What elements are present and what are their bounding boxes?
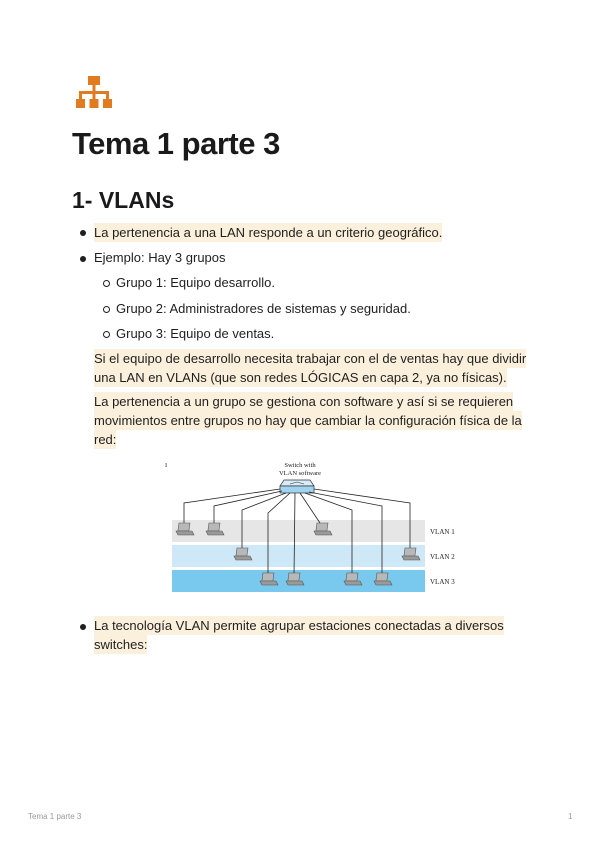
page-title: Tema 1 parte 3 <box>72 126 280 161</box>
paragraph-line: una LAN en VLANs (que son redes LÓGICAS en capa 2, ya no físicas). <box>94 370 507 385</box>
sub-bullet-text: Grupo 2: Administradores de sistemas y seguridad. <box>116 301 411 316</box>
vlan2-label: VLAN 2 <box>430 553 455 561</box>
sub-bullet-marker <box>103 306 110 313</box>
bullet-marker <box>80 230 86 236</box>
footer-page-number: 1 <box>568 812 573 821</box>
vlan-diagram <box>162 458 472 598</box>
sub-bullet-marker <box>103 280 110 287</box>
paragraph-line: Si el equipo de desarrollo necesita trabajar con el de ventas hay que dividir <box>94 351 527 366</box>
bullet-text: La tecnología VLAN permite agrupar estaciones conectadas a diversos <box>94 618 504 633</box>
bullet-marker <box>80 256 86 262</box>
switch-icon <box>280 480 314 493</box>
bullet-marker <box>80 624 86 630</box>
vlan1-label: VLAN 1 <box>430 528 455 536</box>
sub-bullet-text: Grupo 3: Equipo de ventas. <box>116 326 275 341</box>
sub-bullet-text: Grupo 1: Equipo desarrollo. <box>116 275 275 290</box>
footer-doc-title: Tema 1 parte 3 <box>28 812 82 821</box>
switch-label-line1: Switch with <box>284 462 316 469</box>
bullet-text: switches: <box>94 637 148 652</box>
vlan3-label: VLAN 3 <box>430 578 455 586</box>
paragraph-line: movimientos entre grupos no hay que cambiar la configuración física de la <box>94 413 522 428</box>
switch-label-line2: VLAN software <box>278 470 322 477</box>
stray-mark: ı <box>165 460 168 469</box>
paragraph-line: La pertenencia a un grupo se gestiona con software y así si se requieren <box>94 394 514 409</box>
network-icon <box>76 75 112 111</box>
paragraph-line: red: <box>94 432 117 447</box>
bullet-text: La pertenencia a una LAN responde a un criterio geográfico. <box>94 225 443 240</box>
sub-bullet-marker <box>103 331 110 338</box>
vlan2-band <box>172 545 425 567</box>
bullet-text: Ejemplo: Hay 3 grupos <box>94 250 226 265</box>
section-heading: 1- VLANs <box>72 187 175 213</box>
